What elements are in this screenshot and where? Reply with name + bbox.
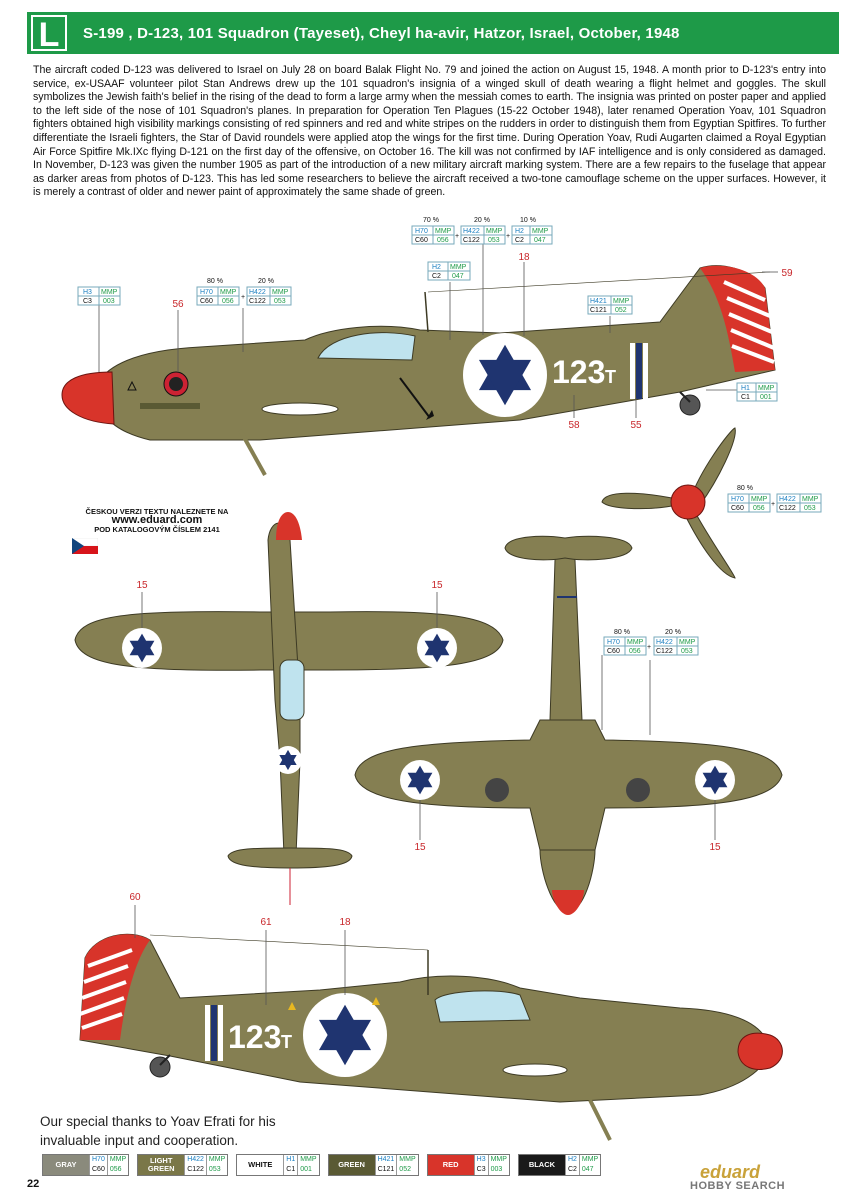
legend-item xyxy=(427,1154,510,1176)
svg-text:C2: C2 xyxy=(432,273,441,280)
svg-text:H422: H422 xyxy=(656,639,673,646)
svg-text:MMP: MMP xyxy=(627,639,644,646)
svg-text:H421: H421 xyxy=(590,298,607,305)
svg-text:+: + xyxy=(771,501,776,508)
svg-text:MMP: MMP xyxy=(486,228,503,235)
svg-text:C122: C122 xyxy=(656,648,673,655)
legend-codes: H421 MMP C121 052 xyxy=(375,1155,418,1175)
eduard-logo: eduard xyxy=(700,1162,761,1182)
czech-line-2: POD KATALOGOVÝM ČÍSLEM 2141 xyxy=(94,525,220,534)
svg-text:MMP: MMP xyxy=(101,289,118,296)
thanks-note xyxy=(40,1112,276,1150)
profile-letter: L xyxy=(31,15,67,51)
svg-text:10 %: 10 % xyxy=(520,217,536,224)
svg-text:C122: C122 xyxy=(249,298,266,305)
svg-text:C122: C122 xyxy=(779,505,796,512)
svg-text:MMP: MMP xyxy=(450,264,467,271)
svg-text:H70: H70 xyxy=(731,496,744,503)
legend-item xyxy=(518,1154,601,1176)
legend-item xyxy=(137,1154,228,1176)
callout-60: 60 xyxy=(129,892,141,903)
legend-codes: H2 MMP C2 047 xyxy=(565,1155,600,1175)
left-code-suffix: T xyxy=(605,367,616,387)
svg-text:MMP: MMP xyxy=(802,496,819,503)
callout-55: 55 xyxy=(630,420,642,431)
legend-codes: H1 MMP C1 001 xyxy=(283,1155,318,1175)
callout-15-d: 15 xyxy=(709,842,721,853)
callout-15-c: 15 xyxy=(414,842,426,853)
svg-text:053: 053 xyxy=(804,505,816,512)
code-box-gray-b xyxy=(412,226,454,244)
aircraft-description: The aircraft coded D-123 was delivered to Israel on July 28 on board Balak Flight No. 79 and joined the action on August 15, 1948. A month prior to D-123's entry into service, ex-USAAF volunteer pilot Stan Andrews drew up the 101 squadron's insignia of a winged skull of death wearing a flight helmet and goggles. The skull symbolizes the Jewish faith's belief in the rising of the dead to form a large army when the messiah comes to earth. The insignia was printed on poster paper and applied to the left side of the nose of 101 Squadron's planes. In preparation for Operation Ten Plagues (15-22 October 1948), later renamed Operation Yoav, 101 Squadron fighters obtained high visibility markings consisting of red spinners and red and white stripes on the rudders in order to distinguish them from Egyptian Spitfires. To further differentiate the Israeli fighters, the Star of David roundels were applied atop the wings for the first time. During Operation Yoav, Rudi Augarten claimed a Royal Egyptian Air Force Spitfire Mk.IXc flying D-121 on the first day of the offensive, on October 16. The kill was not confirmed by IAF intelligence and is only considered as damaged. In November, D-123 was given the number 1905 as part of the introduction of a new military aircraft marking system. There are a few repairs to the fuselage that appear as darker areas from photos of D-123. This has led some researchers to believe the aircraft received a two-tone camouflage scheme on the upper surfaces. However, it is merely a contrast of older and newer paint of approximately the same shade of green. xyxy=(33,64,826,199)
legend-swatch: RED xyxy=(428,1155,474,1175)
czech-line-1: ČESKOU VERZI TEXTU NALEZNETE NA xyxy=(85,507,229,516)
svg-text:C1: C1 xyxy=(741,394,750,401)
code-box-gray-bottom xyxy=(604,637,646,655)
svg-text:053: 053 xyxy=(488,237,500,244)
svg-text:C60: C60 xyxy=(731,505,744,512)
code-box-black-b xyxy=(428,262,470,280)
bottom-view xyxy=(355,536,782,915)
callout-18-right: 18 xyxy=(339,917,351,928)
svg-text:20 %: 20 % xyxy=(665,629,681,636)
legend-swatch: LIGHT GREEN xyxy=(138,1155,184,1175)
svg-text:003: 003 xyxy=(103,298,115,305)
callout-59: 59 xyxy=(781,268,793,279)
svg-text:053: 053 xyxy=(681,648,693,655)
svg-text:H3: H3 xyxy=(83,289,92,296)
legend-item xyxy=(236,1154,319,1176)
svg-text:MMP: MMP xyxy=(272,289,289,296)
code-box-gray-prop xyxy=(728,494,770,512)
svg-text:C60: C60 xyxy=(415,237,428,244)
code-box-lightgreen-bottom xyxy=(654,637,698,655)
legend-swatch: GREEN xyxy=(329,1155,375,1175)
svg-text:+: + xyxy=(506,233,511,240)
right-code: 123 xyxy=(228,1019,282,1055)
svg-text:047: 047 xyxy=(452,273,464,280)
legend-swatch: WHITE xyxy=(237,1155,283,1175)
svg-text:H422: H422 xyxy=(779,496,796,503)
legend-codes: H70 MMP C60 056 xyxy=(89,1155,128,1175)
svg-text:056: 056 xyxy=(753,505,765,512)
svg-text:056: 056 xyxy=(437,237,449,244)
svg-text:053: 053 xyxy=(274,298,286,305)
callout-61: 61 xyxy=(260,917,272,928)
thanks-line-1: Our special thanks to Yoav Efrati for his xyxy=(40,1114,276,1129)
profile-title: S-199 , D-123, 101 Squadron (Tayeset), Cheyl ha-avir, Hatzor, Israel, October, 1948 xyxy=(83,24,680,42)
code-box-black-a xyxy=(512,226,552,244)
right-code-suffix: T xyxy=(281,1032,292,1052)
page-number: 22 xyxy=(27,1178,40,1190)
svg-text:052: 052 xyxy=(615,307,627,314)
code-box-lightgreen-a xyxy=(247,287,291,305)
svg-text:H70: H70 xyxy=(200,289,213,296)
svg-text:H1: H1 xyxy=(741,385,750,392)
svg-text:H422: H422 xyxy=(463,228,480,235)
svg-text:C122: C122 xyxy=(463,237,480,244)
code-box-white xyxy=(737,383,777,401)
code-box-gray-a xyxy=(197,287,239,305)
svg-text:H70: H70 xyxy=(415,228,428,235)
callout-15-a: 15 xyxy=(136,580,148,591)
legend-codes: H422 MMP C122 053 xyxy=(184,1155,227,1175)
thanks-line-2: invaluable input and cooperation. xyxy=(40,1133,239,1148)
svg-text:MMP: MMP xyxy=(435,228,452,235)
svg-text:C2: C2 xyxy=(515,237,524,244)
svg-text:+: + xyxy=(647,644,652,651)
right-profile xyxy=(80,934,782,1140)
callout-18-left: 18 xyxy=(518,252,530,263)
svg-text:C3: C3 xyxy=(83,298,92,305)
svg-text:80 %: 80 % xyxy=(737,485,753,492)
callout-15-b: 15 xyxy=(431,580,443,591)
legend-codes: H3 MMP C3 003 xyxy=(474,1155,509,1175)
svg-text:80 %: 80 % xyxy=(207,278,223,285)
hobby-search-watermark: HOBBY SEARCH xyxy=(690,1180,786,1192)
legend-item xyxy=(328,1154,419,1176)
callout-58: 58 xyxy=(568,420,580,431)
svg-text:MMP: MMP xyxy=(220,289,237,296)
svg-text:047: 047 xyxy=(534,237,546,244)
legend-swatch: GRAY xyxy=(43,1155,89,1175)
svg-text:C60: C60 xyxy=(607,648,620,655)
svg-text:70 %: 70 % xyxy=(423,217,439,224)
svg-text:MMP: MMP xyxy=(758,385,775,392)
code-box-green xyxy=(588,296,632,314)
svg-text:20 %: 20 % xyxy=(258,278,274,285)
svg-text:H70: H70 xyxy=(607,639,620,646)
czech-flag-icon xyxy=(72,538,98,554)
svg-text:80 %: 80 % xyxy=(614,629,630,636)
svg-text:MMP: MMP xyxy=(532,228,549,235)
callout-56: 56 xyxy=(172,299,184,310)
code-box-lightgreen-prop xyxy=(777,494,821,512)
legend-item xyxy=(42,1154,129,1176)
svg-text:+: + xyxy=(455,233,460,240)
svg-text:20 %: 20 % xyxy=(474,217,490,224)
svg-text:001: 001 xyxy=(760,394,772,401)
top-view xyxy=(75,512,503,905)
czech-version-note xyxy=(72,507,242,534)
svg-text:H2: H2 xyxy=(432,264,441,271)
color-legend xyxy=(42,1154,601,1176)
code-box-red-nose xyxy=(78,287,120,305)
svg-text:MMP: MMP xyxy=(679,639,696,646)
svg-text:H422: H422 xyxy=(249,289,266,296)
svg-text:H2: H2 xyxy=(515,228,524,235)
legend-swatch: BLACK xyxy=(519,1155,565,1175)
svg-text:+: + xyxy=(241,294,246,301)
eduard-url[interactable]: www.eduard.com xyxy=(111,514,203,526)
svg-text:056: 056 xyxy=(222,298,234,305)
svg-text:C60: C60 xyxy=(200,298,213,305)
left-profile xyxy=(62,266,775,475)
svg-text:C121: C121 xyxy=(590,307,607,314)
svg-text:056: 056 xyxy=(629,648,641,655)
left-code: 123 xyxy=(552,354,606,390)
svg-text:MMP: MMP xyxy=(751,496,768,503)
svg-text:MMP: MMP xyxy=(613,298,630,305)
code-box-lightgreen-b xyxy=(461,226,505,244)
